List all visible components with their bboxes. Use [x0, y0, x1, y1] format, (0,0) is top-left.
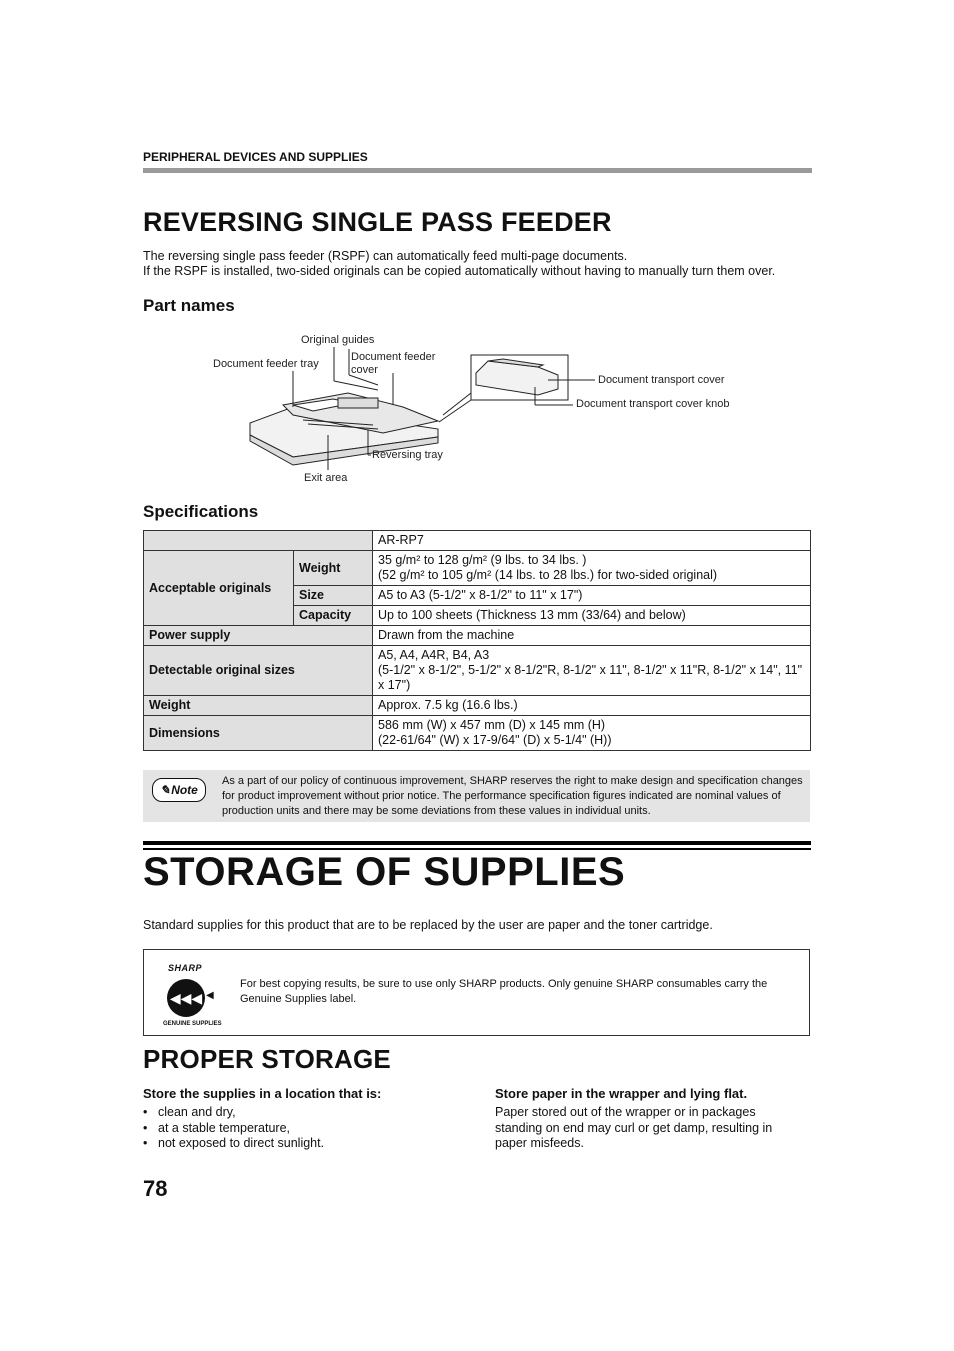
note-badge	[152, 778, 206, 802]
table-row	[144, 626, 811, 646]
genuine-supplies-caption: GENUINE SUPPLIES	[163, 1021, 222, 1027]
capacity-label: Capacity	[294, 606, 373, 626]
size-label: Size	[294, 586, 373, 606]
dimensions-label: Dimensions	[144, 716, 373, 751]
weight-value	[373, 551, 811, 586]
right-column-text: Paper stored out of the wrapper or in packages standing on end may curl or get damp, resulting in paper misfeeds.	[495, 1105, 773, 1150]
table-corner-cell	[144, 531, 373, 551]
part-names-heading: Part names	[143, 296, 235, 315]
label-exit-area: Exit area	[304, 472, 348, 484]
storage-conditions-list	[143, 1105, 324, 1152]
weight-line-2: (52 g/m² to 105 g/m² (14 lbs. to 28 lbs.) for two-sided original)	[378, 568, 718, 582]
weight-label: Weight	[294, 551, 373, 586]
note-badge-label: Note	[171, 783, 198, 797]
power-supply-value: Drawn from the machine	[373, 626, 811, 646]
sharp-logo: SHARP	[168, 963, 203, 973]
table-row	[144, 716, 811, 751]
list-item: • not exposed to direct sunlight.	[143, 1136, 324, 1152]
label-document-feeder-cover-2: cover	[351, 364, 378, 376]
pointer-icon: ◀	[206, 990, 214, 1001]
table-row	[144, 646, 811, 696]
label-document-feeder-cover-1: Document feeder	[351, 351, 436, 363]
specifications-heading: Specifications	[143, 502, 259, 521]
list-item: • at a stable temperature,	[143, 1121, 324, 1137]
right-column-heading: Store paper in the wrapper and lying flat.	[495, 1086, 748, 1101]
specifications-table	[143, 530, 811, 751]
page-number: 78	[143, 1176, 168, 1201]
label-document-feeder-tray: Document feeder tray	[213, 358, 319, 370]
detectable-sizes-value	[373, 646, 811, 696]
header-rule	[143, 168, 812, 173]
dimensions-line-1: 586 mm (W) x 457 mm (D) x 145 mm (H)	[378, 718, 606, 732]
unit-weight-value: Approx. 7.5 kg (16.6 lbs.)	[373, 696, 811, 716]
table-row	[144, 696, 811, 716]
detectable-line-1: A5, A4, A4R, B4, A3	[378, 648, 490, 662]
genuine-supplies-text: For best copying results, be sure to use only SHARP products. Only genuine SHARP consumables carry the Genuine Supplies label.	[240, 978, 768, 1005]
dimensions-value	[373, 716, 811, 751]
label-original-guides: Original guides	[301, 334, 375, 346]
size-value: A5 to A3 (5-1/2" x 8-1/2" to 11" x 17")	[373, 586, 811, 606]
detectable-sizes-label: Detectable original sizes	[144, 646, 373, 696]
weight-line-1: 35 g/m² to 128 g/m² (9 lbs. to 34 lbs. )	[378, 553, 587, 567]
proper-storage-title: PROPER STORAGE	[143, 1044, 391, 1074]
note-text: As a part of our policy of continuous improvement, SHARP reserves the right to make design and specification changes for product improvement without prior notice. The performance specification figures indicated are nominal values of production units and there may be some deviations from these values in individual units.	[222, 775, 803, 817]
section-header: PERIPHERAL DEVICES AND SUPPLIES	[143, 150, 368, 164]
list-item: • clean and dry,	[143, 1105, 324, 1121]
unit-weight-label: Weight	[144, 696, 373, 716]
detectable-line-2: (5-1/2" x 8-1/2", 5-1/2" x 8-1/2"R, 8-1/2" x 11", 8-1/2" x 11"R, 8-1/2" x 14", 11" x 17")	[378, 663, 803, 692]
power-supply-label: Power supply	[144, 626, 373, 646]
capacity-value: Up to 100 sheets (Thickness 13 mm (33/64) and below)	[373, 606, 811, 626]
chapter-rule-thick	[143, 841, 811, 845]
storage-title: STORAGE OF SUPPLIES	[143, 850, 626, 894]
rspf-title: REVERSING SINGLE PASS FEEDER	[143, 207, 612, 237]
rewind-icon: ◀◀◀	[167, 979, 205, 1017]
left-column-heading: Store the supplies in a location that is:	[143, 1086, 382, 1101]
rspf-intro-2: If the RSPF is installed, two-sided originals can be copied automatically without having to manually turn them over.	[143, 264, 776, 278]
storage-intro: Standard supplies for this product that are to be replaced by the user are paper and the toner cartridge.	[143, 918, 713, 932]
acceptable-originals-label: Acceptable originals	[144, 551, 294, 626]
table-row	[144, 531, 811, 551]
label-document-transport-cover-knob: Document transport cover knob	[576, 398, 730, 410]
dimensions-line-2: (22-61/64" (W) x 17-9/64" (D) x 5-1/4" (H))	[378, 733, 612, 747]
table-row	[144, 551, 811, 586]
rspf-intro-1: The reversing single pass feeder (RSPF) can automatically feed multi-page documents.	[143, 249, 628, 263]
model-cell: AR-RP7	[373, 531, 811, 551]
pencil-icon: ✎	[160, 783, 171, 797]
label-document-transport-cover: Document transport cover	[598, 374, 725, 386]
label-reversing-tray: Reversing tray	[372, 449, 443, 461]
inset-illustration	[439, 355, 568, 422]
